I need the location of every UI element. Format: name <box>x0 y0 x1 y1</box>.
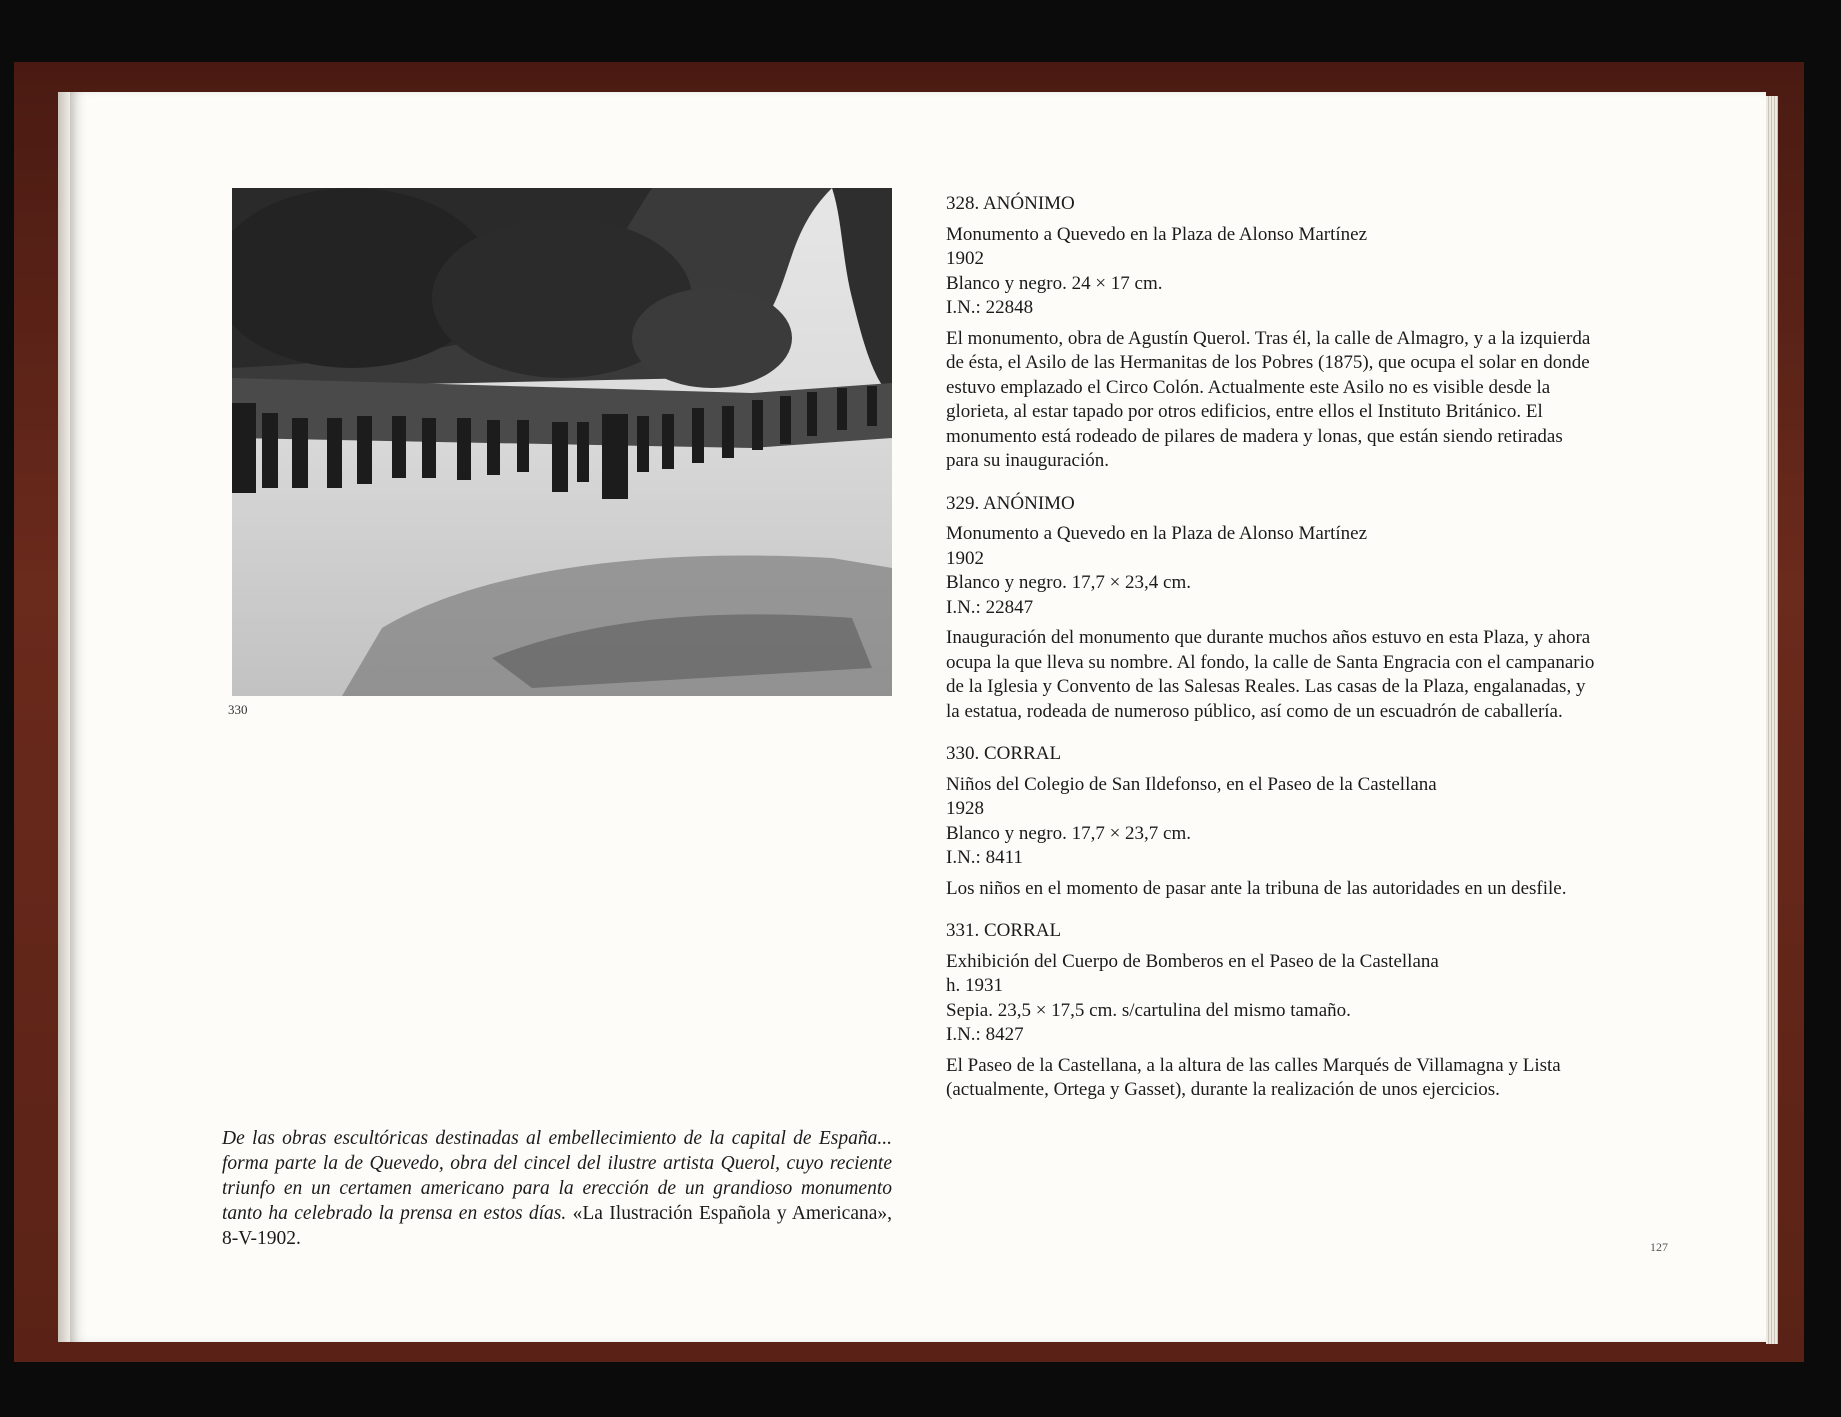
photo-illustration <box>232 188 892 696</box>
catalogue-entry-328 <box>946 192 1596 474</box>
entry-technique: Blanco y negro. 17,7 × 23,4 cm. <box>946 572 1192 593</box>
entry-title: Niños del Colegio de San Ildefonso, en el Paseo de la Castellana <box>946 773 1437 795</box>
entry-inventory: I.N.: 8411 <box>946 847 1023 868</box>
page-number: 127 <box>1650 1240 1668 1254</box>
catalogue-entries <box>946 192 1596 1121</box>
photograph-parade-paseo-castellana <box>232 188 892 696</box>
figure-number: 330 <box>228 702 248 717</box>
page-edges <box>1766 96 1778 1344</box>
entry-inventory: I.N.: 22847 <box>946 596 1034 618</box>
entry-description: El Paseo de la Castellana, a la altura de las calles Marqués de Villamagna y Lista (actualmente, Ortega y Gasset), durante la realización de unos ejercicios. <box>946 1054 1561 1100</box>
catalogue-entry-330 <box>946 742 1596 901</box>
catalogue-entry-331 <box>946 919 1596 1103</box>
entry-heading: 329. ANÓNIMO <box>946 492 1075 514</box>
entry-heading: 330. CORRAL <box>946 743 1062 764</box>
entry-inventory: I.N.: 22848 <box>946 297 1034 318</box>
entry-title: Monumento a Quevedo en la Plaza de Alonso Martínez <box>946 523 1368 544</box>
caption-quote: De las obras escultóricas destinadas al embellecimiento de la capital de España... forma parte la de Quevedo, obra del cincel del ilustre artista Querol, cuyo reciente triunfo en un certamen americano para la erección de un grandioso monumento tanto ha celebrado la prensa en estos días. <box>222 1128 892 1224</box>
catalogue-entry-329 <box>946 492 1596 725</box>
entry-description: Inauguración del monumento que durante muchos años estuvo en esta Plaza, y ahora ocupa la que lleva su nombre. Al fondo, la calle de Santa Engracia con el campanario de la Iglesia y Convento de las Salesas Reales. Las casas de la Plaza, engalanadas, y la estatua, rodeada de numeroso público, así como de un escuadrón de caballería. <box>946 627 1595 722</box>
caption-source: «La Ilustración Española y Americana», 8-V-1902. <box>222 1203 893 1249</box>
entry-heading: 331. CORRAL <box>946 920 1062 941</box>
entry-technique: Sepia. 23,5 × 17,5 cm. s/cartulina del mismo tamaño. <box>946 999 1351 1021</box>
entry-title: Monumento a Quevedo en la Plaza de Alonso Martínez <box>946 223 1368 245</box>
figure-caption <box>222 1126 892 1251</box>
entry-description: El monumento, obra de Agustín Querol. Tras él, la calle de Almagro, y a la izquierda de ésta, el Asilo de las Hermanitas de los Pobres (1875), que ocupa el solar en donde estuvo emplazado el Circo Colón. Actualmente este Asilo no es visible desde la glorieta, al estar tapado por otros edificios, entre ellos el Instituto Británico. El monumento está rodeado de pilares de madera y lonas, que están siendo retiradas para su inauguración. <box>946 327 1591 471</box>
entry-date: 1902 <box>946 547 984 569</box>
entry-technique: Blanco y negro. 17,7 × 23,7 cm. <box>946 822 1192 844</box>
entry-technique: Blanco y negro. 24 × 17 cm. <box>946 272 1163 294</box>
entry-date: h. 1931 <box>946 975 1003 996</box>
entry-date: 1902 <box>946 248 984 269</box>
entry-title: Exhibición del Cuerpo de Bomberos en el Paseo de la Castellana <box>946 950 1439 972</box>
entry-inventory: I.N.: 8427 <box>946 1024 1024 1045</box>
entry-description: Los niños en el momento de pasar ante la tribuna de las autoridades en un desfile. <box>946 877 1567 899</box>
entry-date: 1928 <box>946 798 984 819</box>
entry-heading: 328. ANÓNIMO <box>946 193 1075 214</box>
